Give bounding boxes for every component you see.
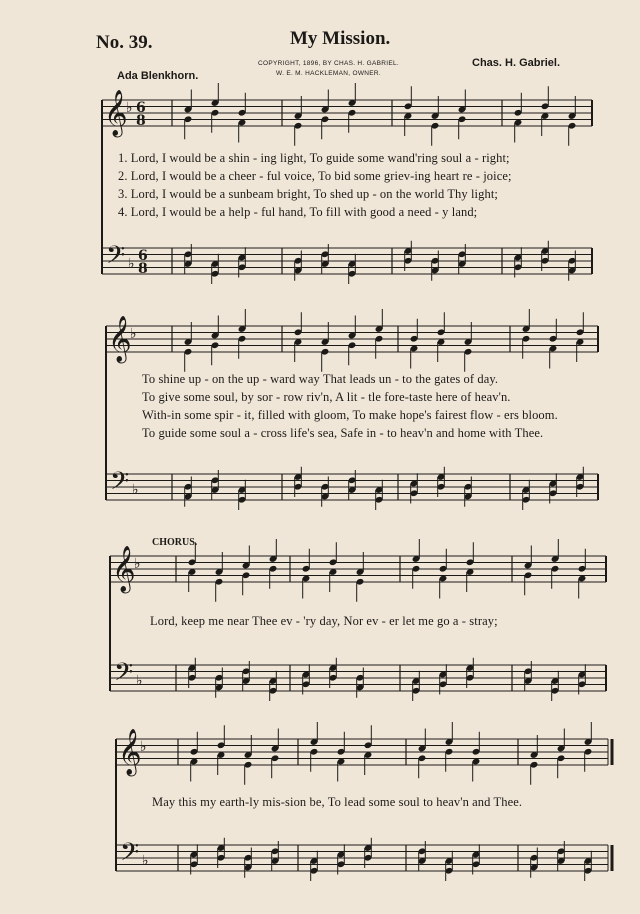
- composer-credit: Chas. H. Gabriel.: [472, 57, 561, 69]
- treble-time-numerator: 6: [136, 100, 146, 116]
- bass-time-denominator: 8: [138, 261, 148, 277]
- flat-sign: ♭: [142, 853, 149, 869]
- bass-clef: 𝄢: [106, 241, 126, 276]
- treble-clef: 𝄞: [108, 316, 132, 362]
- flat-sign: ♭: [140, 739, 147, 755]
- flat-sign: ♭: [126, 100, 133, 116]
- verse-2-line-2: To give some soul, by sor - row riv'n, A lit - tle fore-taste here of heav'n.: [142, 390, 511, 404]
- bass-clef: 𝄢: [120, 838, 140, 873]
- flat-sign: ♭: [134, 556, 141, 572]
- hymn-title: My Mission.: [290, 28, 391, 49]
- treble-clef: 𝄞: [112, 546, 136, 592]
- bass-staff: [102, 248, 592, 274]
- author-credit: Ada Blenkhorn.: [117, 70, 199, 82]
- chorus-line-1: Lord, keep me near Thee ev - 'ry day, Nor ev - er let me go a - stray;: [150, 614, 498, 628]
- verse-4-line-2: To guide some soul a - cross life's sea, Safe in - to heav'n and home with Thee.: [142, 426, 544, 440]
- verse-3-line-2: With-in some spir - it, filled with gloom, To make hope's fairest flow - ers bloom.: [142, 408, 558, 422]
- treble-clef: 𝄞: [104, 90, 128, 136]
- treble-staff: [116, 739, 608, 765]
- bass-clef: 𝄢: [110, 467, 130, 502]
- verse-4-line-1: 4. Lord, I would be a help - ful hand, To fill with good a need - y land;: [118, 205, 478, 219]
- flat-sign: ♭: [130, 326, 137, 342]
- copyright-line-2: W. E. M. HACKLEMAN, OWNER.: [276, 70, 381, 77]
- flat-sign: ♭: [128, 256, 135, 272]
- verse-1-line-1: 1. Lord, I would be a shin - ing light, To guide some wand'ring soul a - right;: [118, 151, 510, 165]
- verse-3-line-1: 3. Lord, I would be a sunbeam bright, To shed up - on the world Thy light;: [118, 187, 498, 201]
- hymn-number: No. 39.: [96, 32, 153, 53]
- bass-clef: 𝄢: [114, 658, 134, 693]
- treble-time-denominator: 8: [136, 113, 146, 129]
- copyright-line-1: COPYRIGHT, 1896, BY CHAS. H. GABRIEL.: [258, 60, 400, 67]
- verse-1-line-2: To shine up - on the up - ward way That leads un - to the gates of day.: [142, 372, 499, 386]
- chorus-line-2: May this my earth-ly mis-sion be, To lead some soul to heav'n and Thee.: [152, 795, 523, 809]
- chorus-label: CHORUS.: [152, 537, 198, 548]
- flat-sign: ♭: [132, 482, 139, 498]
- bass-time-numerator: 6: [138, 248, 148, 264]
- flat-sign: ♭: [136, 673, 143, 689]
- verse-2-line-1: 2. Lord, I would be a cheer - ful voice, To bid some griev-ing heart re - joice;: [118, 169, 512, 183]
- treble-clef: 𝄞: [118, 729, 142, 775]
